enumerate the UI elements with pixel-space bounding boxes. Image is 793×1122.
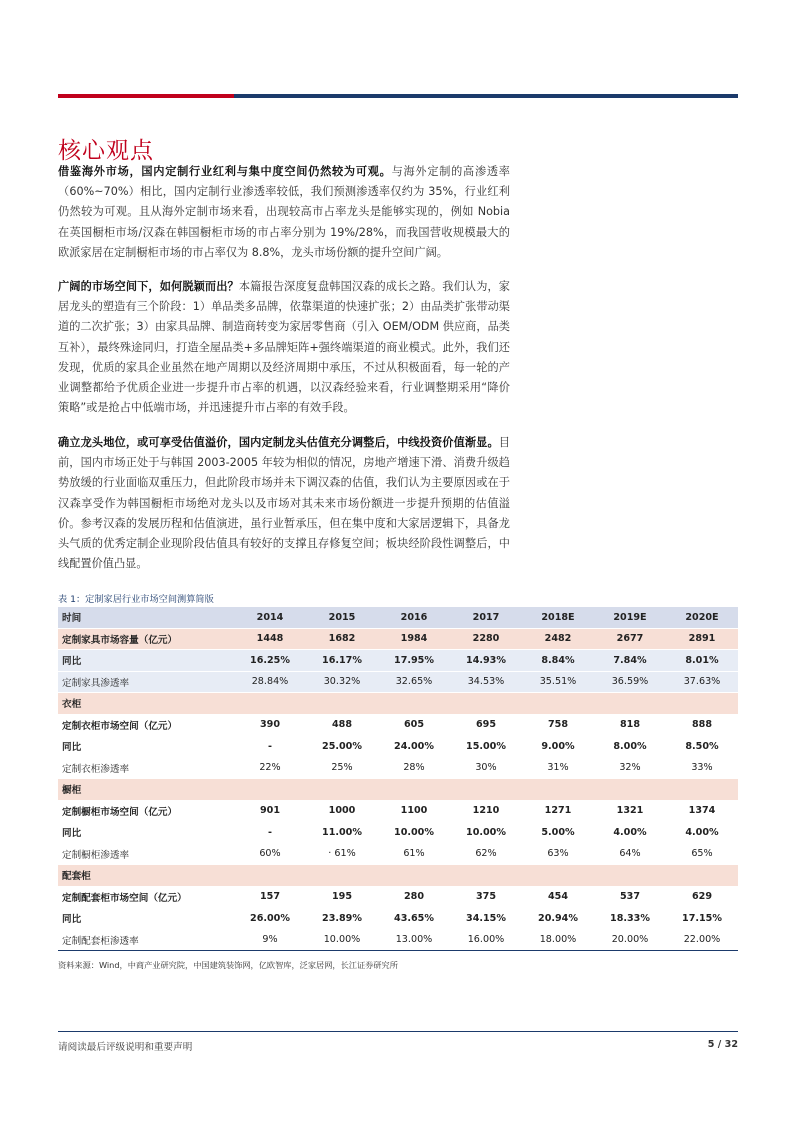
table-cell: 34.15% xyxy=(450,908,522,930)
table-cell: 14.93% xyxy=(450,650,522,672)
table-cell: 17.95% xyxy=(378,650,450,672)
header-cell: 2017 xyxy=(450,607,522,629)
table-cell: 18.00% xyxy=(522,929,594,951)
table-cell: 20.00% xyxy=(594,929,666,951)
row-label-cell: 同比 xyxy=(58,736,234,758)
table-cell: 2280 xyxy=(450,628,522,650)
table-cell: 8.01% xyxy=(666,650,738,672)
table-cell: 65% xyxy=(666,843,738,865)
table-cell: 64% xyxy=(594,843,666,865)
table-cell: 43.65% xyxy=(378,908,450,930)
table-cell: 26.00% xyxy=(234,908,306,930)
table-row xyxy=(58,908,738,930)
table-cell: 32% xyxy=(594,757,666,779)
paragraph-2-text: 本篇报告深度复盘韩国汉森的成长之路。我们认为，家居龙头的塑造有三个阶段：1）单品类多品牌，依靠渠道的快速扩张；2）由品类扩张带动渠道的二次扩张；3）由家具品牌、制造商转变为家居零售商（引入 OEM/ODM 供应商，品类互补），最终殊途同归，打造全屋品类+多品牌矩阵+强终端渠道的商业模式。此外，我们还发现，优质的家具企业虽然在地产周期以及经济周期中承压，不过从积极面看，每一轮的产业调整都给予优质企业进一步提升市占率的机遇，以汉森经验来看，行业调整期采用“降价策略”或是抢占中低端市场，并迅速提升市占率的有效手段。 xyxy=(58,280,510,415)
table-cell: 配套柜 xyxy=(58,865,738,887)
table-cell: 9% xyxy=(234,929,306,951)
table-cell: 1100 xyxy=(378,800,450,822)
table-row xyxy=(58,800,738,822)
table-cell: 13.00% xyxy=(378,929,450,951)
row-label-cell: 定制家具渗透率 xyxy=(58,671,234,693)
paragraph-3 xyxy=(58,433,510,574)
table-row xyxy=(58,671,738,693)
header-cell: 2014 xyxy=(234,607,306,629)
table-cell: 1321 xyxy=(594,800,666,822)
table-cell: 1271 xyxy=(522,800,594,822)
table-section-row xyxy=(58,693,738,715)
row-label-cell: 同比 xyxy=(58,822,234,844)
table-cell: 1374 xyxy=(666,800,738,822)
table-section-row xyxy=(58,779,738,801)
table-cell: 16.00% xyxy=(450,929,522,951)
table-cell: 16.17% xyxy=(306,650,378,672)
header-cell: 2015 xyxy=(306,607,378,629)
footer-rule xyxy=(58,1031,738,1032)
header-rule-red xyxy=(58,94,234,98)
table-cell: 695 xyxy=(450,714,522,736)
table-section-row xyxy=(58,865,738,887)
footer-disclaimer: 请阅读最后评级说明和重要声明 xyxy=(58,1042,193,1053)
table-cell: 488 xyxy=(306,714,378,736)
table-cell: 195 xyxy=(306,886,378,908)
table-cell: 20.94% xyxy=(522,908,594,930)
table-cell: 280 xyxy=(378,886,450,908)
table-cell: 454 xyxy=(522,886,594,908)
table-row xyxy=(58,843,738,865)
table-cell: 62% xyxy=(450,843,522,865)
table-cell: 9.00% xyxy=(522,736,594,758)
table-cell: 1984 xyxy=(378,628,450,650)
table-cell: 25.00% xyxy=(306,736,378,758)
table-row xyxy=(58,929,738,951)
table-row xyxy=(58,822,738,844)
paragraph-1 xyxy=(58,162,510,263)
table-cell: - xyxy=(234,736,306,758)
paragraph-3-text: 目前，国内市场正处于与韩国 2003-2005 年较为相似的情况，房地产增速下滑、消费升级趋势放缓的行业面临双重压力，但此阶段市场并未下调汉森的估值，我们认为主要原因或在于汉森享受作为韩国橱柜市场绝对龙头以及市场对其未来市场份额进一步提升预期的估值溢价。参考汉森的发展历程和估值演进，虽行业暂承压，但在集中度和大家居逻辑下，具备龙头气质的优秀定制企业现阶段估值具有较好的支撑且存修复空间；板块经阶段性调整后，中线配置价值凸显。 xyxy=(58,436,510,571)
table-cell: 32.65% xyxy=(378,671,450,693)
table-header-row xyxy=(58,607,738,629)
table-cell: 18.33% xyxy=(594,908,666,930)
table-cell: 30% xyxy=(450,757,522,779)
table-cell: 25% xyxy=(306,757,378,779)
header-cell: 2016 xyxy=(378,607,450,629)
table-cell: 36.59% xyxy=(594,671,666,693)
header-cell: 2020E xyxy=(666,607,738,629)
table-cell: 4.00% xyxy=(666,822,738,844)
table-cell: 63% xyxy=(522,843,594,865)
row-label-cell: 同比 xyxy=(58,908,234,930)
table-row xyxy=(58,628,738,650)
section-title: 核心观点 xyxy=(58,138,154,164)
table-cell: 橱柜 xyxy=(58,779,738,801)
table-cell: 28% xyxy=(378,757,450,779)
table-cell: 10.00% xyxy=(306,929,378,951)
table-cell: 2482 xyxy=(522,628,594,650)
table-cell: 8.84% xyxy=(522,650,594,672)
table-row xyxy=(58,757,738,779)
table-cell: 4.00% xyxy=(594,822,666,844)
table-cell: 2677 xyxy=(594,628,666,650)
table-cell: - xyxy=(234,822,306,844)
table-cell: 33% xyxy=(666,757,738,779)
table-cell: 5.00% xyxy=(522,822,594,844)
row-label-cell: 定制橱柜市场空间（亿元） xyxy=(58,800,234,822)
table-cell: 8.50% xyxy=(666,736,738,758)
table-cell: 35.51% xyxy=(522,671,594,693)
header-cell: 2019E xyxy=(594,607,666,629)
table-cell: 28.84% xyxy=(234,671,306,693)
header-cell: 时间 xyxy=(58,607,234,629)
table-cell: 34.53% xyxy=(450,671,522,693)
row-label-cell: 同比 xyxy=(58,650,234,672)
table-caption: 表 1：定制家居行业市场空间测算简版 xyxy=(58,594,214,605)
header-cell: 2018E xyxy=(522,607,594,629)
market-space-table xyxy=(58,606,738,951)
table-cell: 7.84% xyxy=(594,650,666,672)
table-cell: 61% xyxy=(378,843,450,865)
table-cell: 1210 xyxy=(450,800,522,822)
table-cell: 60% xyxy=(234,843,306,865)
table-cell: 888 xyxy=(666,714,738,736)
table-cell: 1448 xyxy=(234,628,306,650)
table-cell: 23.89% xyxy=(306,908,378,930)
table-cell: 818 xyxy=(594,714,666,736)
table-cell: 22% xyxy=(234,757,306,779)
table-cell: 10.00% xyxy=(450,822,522,844)
table-cell: 15.00% xyxy=(450,736,522,758)
table-row xyxy=(58,650,738,672)
paragraph-1-lead: 借鉴海外市场，国内定制行业红利与集中度空间仍然较为可观。 xyxy=(58,165,392,178)
table-cell: 901 xyxy=(234,800,306,822)
table-cell: 2891 xyxy=(666,628,738,650)
table-cell: 605 xyxy=(378,714,450,736)
table-cell: 758 xyxy=(522,714,594,736)
table-row xyxy=(58,886,738,908)
table-row xyxy=(58,714,738,736)
table-cell: 22.00% xyxy=(666,929,738,951)
table-cell: 537 xyxy=(594,886,666,908)
row-label-cell: 定制橱柜渗透率 xyxy=(58,843,234,865)
table-cell: 629 xyxy=(666,886,738,908)
table-source: 资料来源：Wind，中商产业研究院，中国建筑装饰网，亿欧智库，泛家居网，长江证券研究所 xyxy=(58,960,398,970)
table-cell: 8.00% xyxy=(594,736,666,758)
paragraph-3-lead: 确立龙头地位，或可享受估值溢价，国内定制龙头估值充分调整后，中线投资价值渐显。 xyxy=(58,436,499,449)
header-rule xyxy=(58,94,738,98)
header-rule-blue xyxy=(234,94,738,98)
table-cell: 10.00% xyxy=(378,822,450,844)
table-cell: 375 xyxy=(450,886,522,908)
table-cell: 1682 xyxy=(306,628,378,650)
table-cell: 24.00% xyxy=(378,736,450,758)
row-label-cell: 定制家具市场容量（亿元） xyxy=(58,628,234,650)
table-cell: 157 xyxy=(234,886,306,908)
table-cell: 390 xyxy=(234,714,306,736)
paragraph-2-lead: 广阔的市场空间下，如何脱颖而出？ xyxy=(58,280,239,293)
paragraph-2 xyxy=(58,277,510,418)
table-cell: 17.15% xyxy=(666,908,738,930)
table-cell: 16.25% xyxy=(234,650,306,672)
paragraph-1-text: 与海外定制的高渗透率（60%~70%）相比，国内定制行业渗透率较低，我们预测渗透率仅约为 35%，行业红利仍然较为可观。且从海外定制市场来看，出现较高市占率龙头是能够实现的，例如 Nobia 在英国橱柜市场/汉森在韩国橱柜市场的市占率分别为 19%/28%，而我国营收规模最大的欧派家居在定制橱柜市场的市占率仅为 8.8%，龙头市场份额的提升空间广阔。 xyxy=(58,165,510,259)
table-cell: 31% xyxy=(522,757,594,779)
table-cell: · 61% xyxy=(306,843,378,865)
row-label-cell: 定制配套柜市场空间（亿元） xyxy=(58,886,234,908)
table-cell: 37.63% xyxy=(666,671,738,693)
row-label-cell: 定制衣柜市场空间（亿元） xyxy=(58,714,234,736)
table-cell: 30.32% xyxy=(306,671,378,693)
row-label-cell: 定制配套柜渗透率 xyxy=(58,929,234,951)
table-cell: 11.00% xyxy=(306,822,378,844)
table-cell: 衣柜 xyxy=(58,693,738,715)
table-row xyxy=(58,736,738,758)
page-number: 5 / 32 xyxy=(707,1039,738,1050)
row-label-cell: 定制衣柜渗透率 xyxy=(58,757,234,779)
table-cell: 1000 xyxy=(306,800,378,822)
